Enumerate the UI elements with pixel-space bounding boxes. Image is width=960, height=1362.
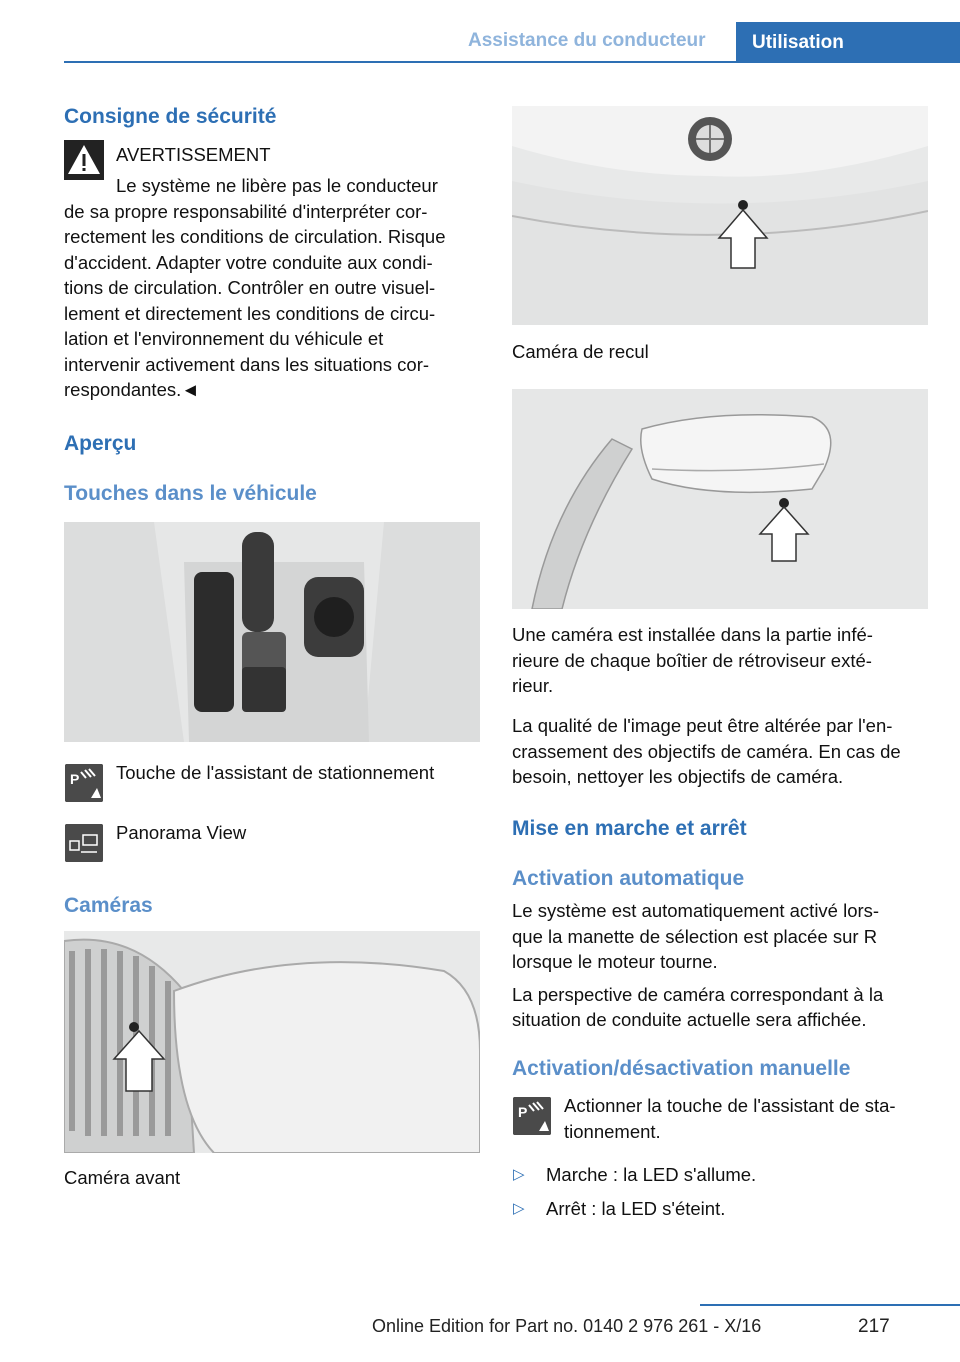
bullet-item-off: Arrêt : la LED s'éteint.	[546, 1198, 726, 1219]
warning-line-1: Le système ne libère pas le conducteur	[116, 175, 438, 196]
auto-activation-title: Activation automatique	[512, 867, 745, 890]
park-assist-icon	[513, 1097, 551, 1135]
svg-text:P: P	[518, 1104, 528, 1120]
page-number: 217	[858, 1316, 890, 1337]
perspective-text-line-2: situation de conduite actuelle sera affichée.	[512, 1009, 867, 1030]
auto-text-line-2: que la manette de sélection est placée sur R	[512, 926, 878, 947]
auto-text-line-3: lorsque le moteur tourne.	[512, 951, 718, 972]
manual-text-line-2: tionnement.	[564, 1121, 661, 1142]
center-console-image	[64, 522, 480, 742]
manual-text-line-1: Actionner la touche de l'assistant de sta-	[564, 1095, 896, 1116]
side-mirror-camera-image	[512, 389, 928, 609]
warning-line-8: intervenir activement dans les situations cor-	[64, 354, 430, 375]
onoff-title: Mise en marche et arrêt	[512, 817, 747, 840]
overview-title: Aperçu	[64, 432, 137, 455]
front-camera-image	[64, 931, 480, 1153]
panorama-view-icon	[65, 824, 103, 862]
mirror-text-line-1: Une caméra est installée dans la partie infé-	[512, 624, 873, 645]
manual-activation-title: Activation/désactivation manuelle	[512, 1057, 851, 1080]
park-assist-button-label: Touche de l'assistant de stationnement	[116, 762, 435, 783]
mirror-text-line-2: rieure de chaque boîtier de rétroviseur exté-	[512, 650, 872, 671]
bullet-marker: ▷	[513, 1200, 525, 1217]
warning-line-2: de sa propre responsabilité d'interpréter cor-	[64, 201, 428, 222]
footer-edition: Online Edition for Part no. 0140 2 976 261 - X/16	[372, 1316, 762, 1336]
warning-line-6: lement et directement les conditions de circu-	[64, 303, 436, 324]
warning-line-9: respondantes.◄	[64, 379, 200, 400]
warning-line-7: lation et l'environnement du véhicule et	[64, 328, 384, 349]
park-assist-icon	[65, 764, 103, 802]
header-section-title: Assistance du conducteur	[468, 30, 706, 51]
rear-camera-image	[512, 106, 928, 325]
warning-triangle-icon	[64, 140, 104, 180]
quality-text-line-3: besoin, nettoyer les objectifs de caméra.	[512, 766, 844, 787]
bullet-item-on: Marche : la LED s'allume.	[546, 1164, 757, 1185]
panorama-view-label: Panorama View	[116, 822, 247, 843]
front-camera-caption: Caméra avant	[64, 1167, 181, 1188]
warning-label: AVERTISSEMENT	[116, 144, 271, 165]
perspective-text-line-1: La perspective de caméra correspondant à la	[512, 984, 884, 1005]
safety-title: Consigne de sécurité	[64, 105, 277, 128]
warning-line-4: d'accident. Adapter votre conduite aux condi-	[64, 252, 433, 273]
header-rule	[64, 61, 928, 63]
header-tab[interactable]: Utilisation	[736, 22, 960, 63]
auto-text-line-1: Le système est automatiquement activé lors-	[512, 900, 880, 921]
mirror-text-line-3: rieur.	[512, 675, 554, 696]
buttons-title: Touches dans le véhicule	[64, 482, 317, 505]
warning-line-3: rectement les conditions de circulation. Risque	[64, 226, 446, 247]
quality-text-line-1: La qualité de l'image peut être altérée par l'en-	[512, 715, 893, 736]
rear-camera-caption: Caméra de recul	[512, 341, 649, 362]
quality-text-line-2: crassement des objectifs de caméra. En cas de	[512, 741, 901, 762]
footer-rule	[700, 1304, 960, 1306]
bullet-marker: ▷	[513, 1166, 525, 1183]
warning-line-5: tions de circulation. Contrôler en outre visuel-	[64, 277, 436, 298]
svg-text:P: P	[70, 771, 80, 787]
cameras-title: Caméras	[64, 894, 153, 917]
